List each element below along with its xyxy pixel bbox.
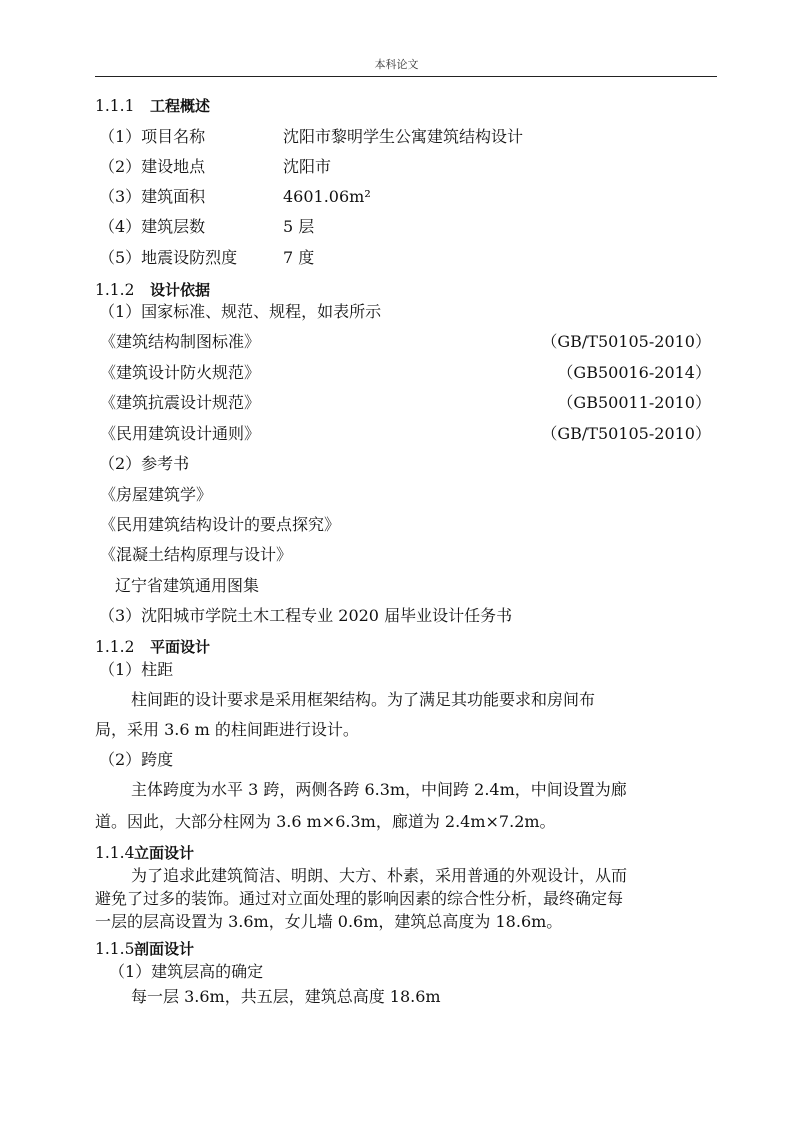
item-value: 4601.06m² (283, 187, 371, 206)
item-label: （5）地震设防烈度 (99, 248, 238, 267)
section-heading-basis (95, 280, 210, 300)
section-title: 剖面设计 (134, 940, 195, 958)
elevation-text: 一层的层高设置为 3.6m，女儿墙 0.6m，建筑总高度为 18.6m。 (95, 912, 563, 931)
books-label: （2）参考书 (99, 454, 190, 473)
section-number: 1.1.5 (95, 940, 135, 958)
book-item: 辽宁省建筑通用图集 (115, 576, 260, 595)
column-spacing-text: 柱间距的设计要求是采用框架结构。为了满足其功能要求和房间布 (131, 690, 596, 709)
section-title: 设计依据 (150, 281, 211, 299)
section-heading-plan (95, 637, 210, 657)
span-text: 道。因此，大部分柱网为 3.6 m×6.3m，廊道为 2.4m×7.2m。 (95, 812, 556, 831)
span-label: （2）跨度 (99, 750, 174, 769)
task-document: （3）沈阳城市学院土木工程专业 2020 届毕业设计任务书 (99, 606, 513, 625)
floor-height-label: （1）建筑层高的确定 (109, 962, 264, 981)
item-label: （1）项目名称 (99, 127, 206, 146)
book-item: 《混凝土结构原理与设计》 (100, 545, 293, 564)
span-text: 主体跨度为水平 3 跨，两侧各跨 6.3m，中间跨 2.4m，中间设置为廊 (131, 780, 627, 799)
page-header: 本科论文 (374, 58, 419, 71)
section-title: 平面设计 (150, 638, 211, 656)
section-title: 工程概述 (150, 97, 211, 115)
standard-code: （GB50016-2014） (557, 363, 711, 382)
section-title: 立面设计 (134, 844, 195, 862)
header-rule (95, 76, 717, 77)
column-spacing-text: 局，采用 3.6 m 的柱间距进行设计。 (95, 720, 359, 739)
item-value: 沈阳市黎明学生公寓建筑结构设计 (283, 127, 524, 146)
standard-name: 《建筑结构制图标准》 (100, 332, 261, 351)
standard-code: （GB50011-2010） (557, 393, 711, 412)
item-value: 沈阳市 (283, 157, 332, 176)
section-heading-section (95, 939, 194, 959)
section-heading-overview (95, 96, 210, 116)
book-item: 《民用建筑结构设计的要点探究》 (100, 515, 341, 534)
elevation-text: 为了追求此建筑简洁、明朗、大方、朴素，采用普通的外观设计，从而 (131, 866, 628, 885)
elevation-text: 避免了过多的装饰。通过对立面处理的影响因素的综合性分析，最终确定每 (95, 889, 624, 908)
section-number: 1.1.1 (95, 97, 135, 115)
section-heading-elevation (95, 843, 194, 863)
floor-height-text: 每一层 3.6m，共五层，建筑总高度 18.6m (131, 987, 441, 1006)
item-label: （3）建筑面积 (99, 187, 206, 206)
standard-name: 《建筑设计防火规范》 (100, 363, 261, 382)
standard-code: （GB/T50105-2010） (541, 424, 711, 443)
item-value: 5 层 (283, 217, 315, 236)
book-item: 《房屋建筑学》 (100, 485, 213, 504)
item-label: （4）建筑层数 (99, 217, 206, 236)
standard-code: （GB/T50105-2010） (541, 332, 711, 351)
section-number: 1.1.2 (95, 281, 135, 299)
standard-name: 《建筑抗震设计规范》 (100, 393, 261, 412)
item-value: 7 度 (283, 248, 315, 267)
column-spacing-label: （1）柱距 (99, 660, 174, 679)
standard-name: 《民用建筑设计通则》 (100, 424, 261, 443)
basis-intro: （1）国家标准、规范、规程，如表所示 (99, 302, 382, 321)
section-number: 1.1.2 (95, 638, 135, 656)
section-number: 1.1.4 (95, 844, 135, 862)
item-label: （2）建设地点 (99, 157, 206, 176)
